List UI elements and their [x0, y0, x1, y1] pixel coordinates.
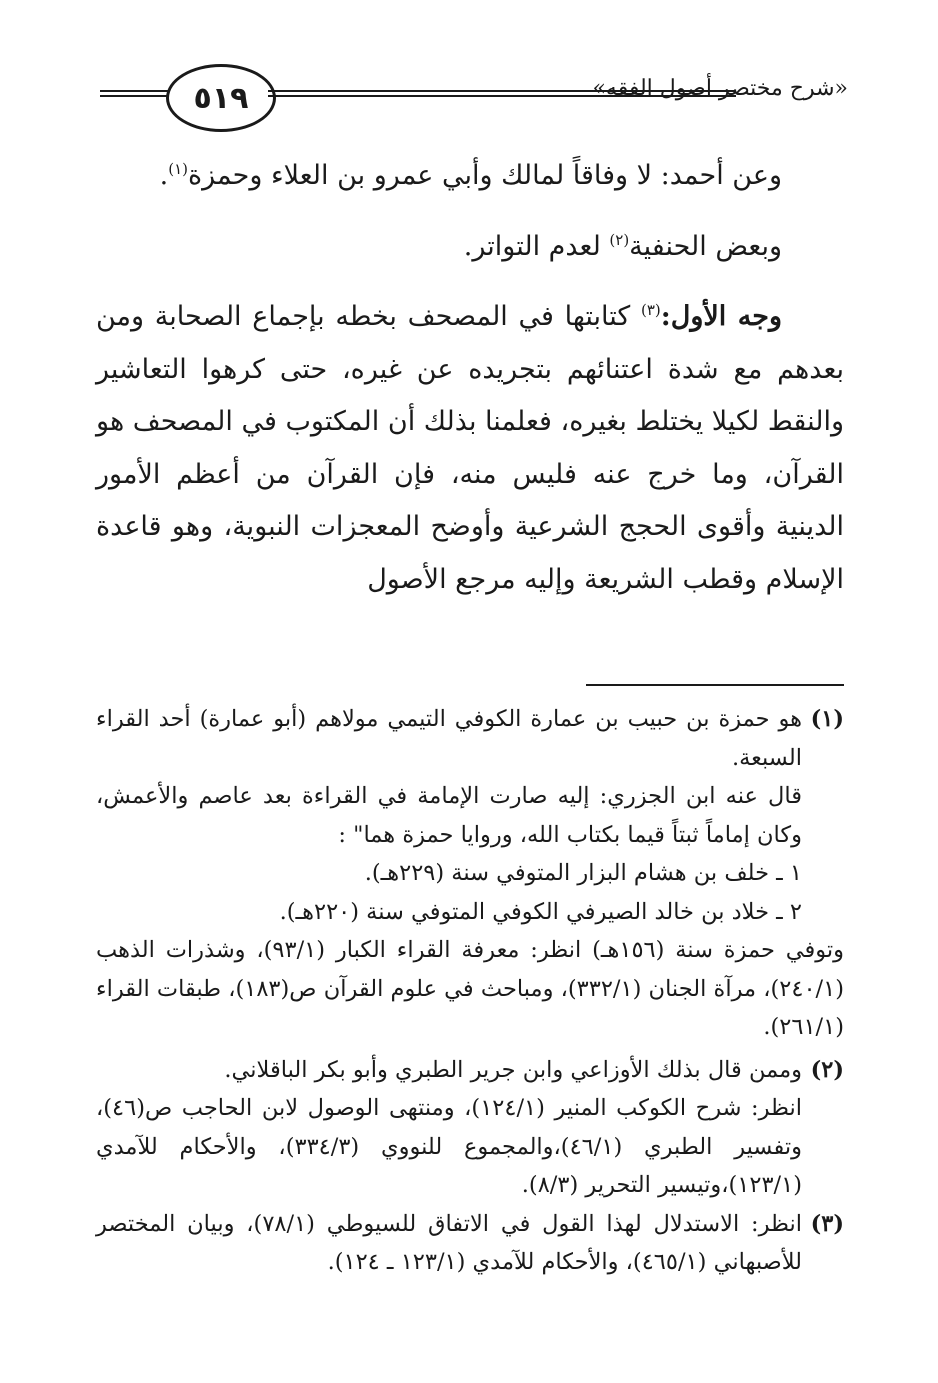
- paragraph-2-text-b: لعدم التواتر.: [463, 230, 610, 262]
- footnote-1-item-1: ١ ـ خلف بن هشام البزار المتوفي سنة (٢٢٩هـ).: [364, 860, 802, 886]
- footnote-2-mark: (٢): [810, 1056, 844, 1083]
- footnote-3-text: انظر: الاستدلال لهذا القول في الاتفاق للسيوطي (٧٨/١)، وبيان المختصر للأصبهاني (٤٦٥/١)، والأحكام للآمدي (١٢٣/١ ـ ١٢٤).: [96, 1210, 802, 1275]
- footnote-1-death: وتوفي حمزة سنة (١٥٦هـ) انظر: معرفة القراء الكبار (٩٣/١)، وشذرات الذهب (٢٤٠/١)، مرآة الجنان (٣٣٢/١)، ومباحث في علوم القرآن ص(١٨٣)، طبقات القراء (٢٦١/١).: [96, 937, 845, 1040]
- footnote-3: [96, 1205, 844, 1282]
- footnote-2-refs: انظر: شرح الكوكب المنير (١٢٤/١)، ومنتهى الوصول لابن الحاجب ص(٤٦)، وتفسير الطبري (٤٦/١)،والمجموع للنووي (٣٣٤/٣)، والأحكام للآمدي (١٢٣/١)،وتيسير التحرير (٨/٣).: [96, 1095, 803, 1198]
- footnote-2: [96, 1051, 844, 1090]
- main-text: [96, 150, 844, 606]
- footnote-1-text: هو حمزة بن حبيب بن عمارة الكوفي التيمي مولاهم (أبو عمارة) أحد القراء السبعة.: [96, 706, 802, 771]
- footnote-1: [96, 700, 844, 777]
- paragraph-1-end: .: [159, 160, 169, 191]
- running-title: «شرح مختصر أصول الفقه»: [592, 76, 848, 101]
- footnote-1-quote: قال عنه ابن الجزري: إليه صارت الإمامة في القراءة بعد عاصم والأعمش، وكان إماماً ثبتاً قيما بكتاب الله، وروايا حمزة هما" :: [96, 783, 802, 848]
- paragraph-3: [96, 291, 844, 606]
- page-number: ٥١٩: [166, 64, 276, 132]
- footnotes: [96, 700, 844, 1282]
- paragraph-2: [96, 221, 844, 274]
- page-header: [100, 62, 848, 132]
- footnote-2-text: وممن قال بذلك الأوزاعي وابن جرير الطبري وأبو بكر الباقلاني.: [224, 1056, 802, 1083]
- footnote-1-mark: (١): [810, 706, 844, 732]
- paragraph-3-lead: وجه الأول:: [660, 301, 782, 332]
- footnote-ref-1: (١): [168, 160, 188, 178]
- paragraph-1: [96, 150, 844, 203]
- paragraph-3-body: كتابتها في المصحف بخطه بإجماع الصحابة ومن بعدهم مع شدة اعتنائهم بتجريده عن غيره، حتى كرهوا التعاشير والنقط لكيلا يختلط بغيره، فعلمنا بذلك أن المكتوب في المصحف هو القرآن، وما خرج عنه فليس منه، فإن القرآن من أعظم الأمور الدينية وأقوى الحجج الشرعية وأوضح المعجزات النبوية، وهو قاعدة الإسلام وقطب الشريعة وإليه مرجع الأصول: [96, 301, 844, 595]
- footnote-separator: [586, 684, 844, 686]
- footnote-ref-2: (٢): [609, 230, 630, 249]
- footnote-3-mark: (٣): [810, 1210, 844, 1237]
- paragraph-2-text-a: وبعض الحنفية: [629, 230, 782, 262]
- paragraph-1-text: وعن أحمد: لا وفاقاً لمالك وأبي عمرو بن العلاء وحمزة: [188, 160, 782, 191]
- header-rule-left: [100, 90, 168, 97]
- footnote-1-item-2: ٢ ـ خلاد بن خالد الصيرفي الكوفي المتوفي سنة (٢٢٠هـ).: [279, 898, 802, 925]
- footnote-ref-3: (٣): [640, 301, 661, 319]
